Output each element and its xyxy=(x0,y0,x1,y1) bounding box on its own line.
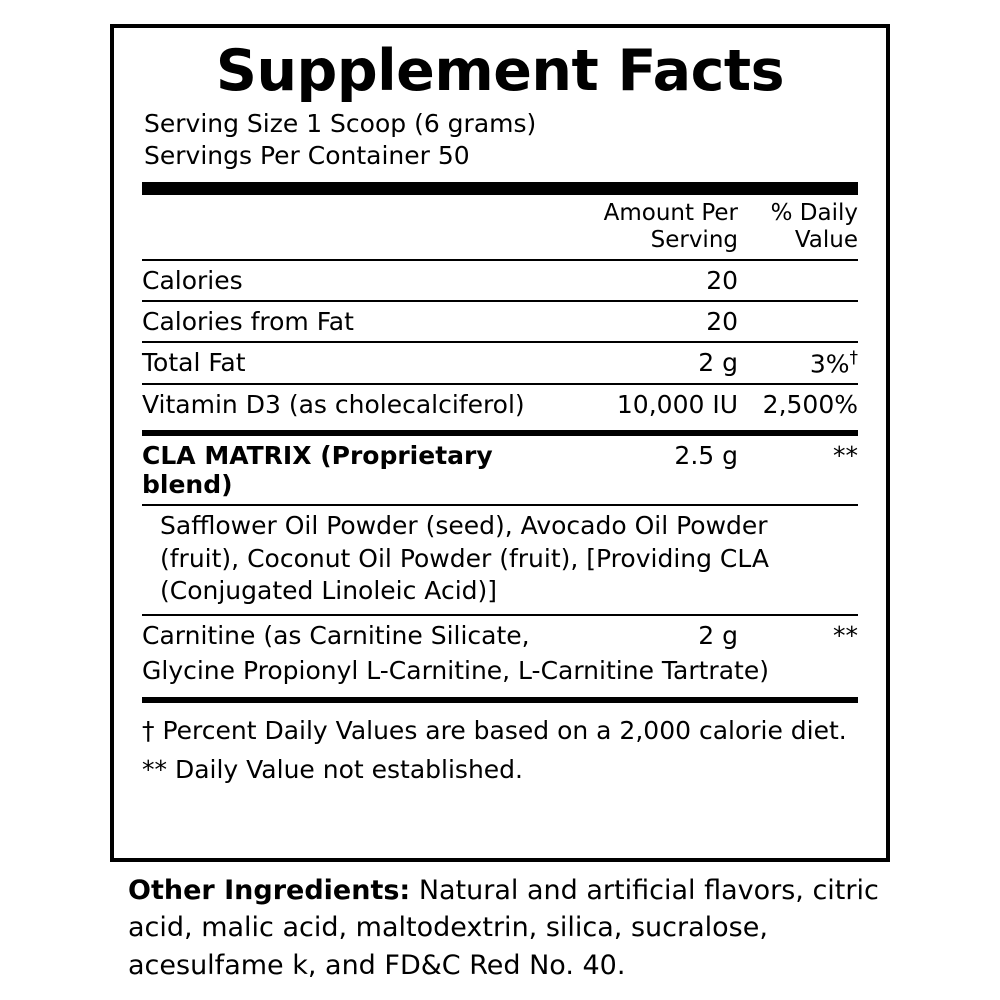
table-header-row xyxy=(142,195,858,260)
table-row-cla-matrix xyxy=(142,436,858,504)
table-row-calories-from-fat xyxy=(142,301,858,342)
footnote-dv-not-established: ** Daily Value not established. xyxy=(142,754,523,784)
carnitine-table xyxy=(142,616,858,655)
row-dv-calories-from-fat xyxy=(738,301,858,342)
page-title: Supplement Facts xyxy=(215,38,785,104)
supplement-facts-panel xyxy=(110,24,890,862)
row-name-calories-from-fat: Calories from Fat xyxy=(142,301,568,342)
carnitine-name-continued: Glycine Propionyl L-Carnitine, L-Carnitine Tartrate) xyxy=(142,655,769,685)
row-name-vitamin-d3: Vitamin D3 (as cholecalciferol) xyxy=(142,390,525,420)
nutrition-table xyxy=(142,195,858,425)
header-spacer xyxy=(142,195,568,260)
header-amount-line1: Amount Per xyxy=(603,199,738,226)
table-row-calories xyxy=(142,260,858,301)
row-amount-carnitine: 2 g xyxy=(698,620,738,650)
other-ingredients-label: Other Ingredients: xyxy=(128,875,411,906)
other-ingredients xyxy=(128,872,888,984)
row-name-carnitine: Carnitine (as Carnitine Silicate, xyxy=(142,620,530,650)
header-dv-line2: Value xyxy=(794,226,858,253)
row-name-cla-matrix: CLA MATRIX (Proprietary blend) xyxy=(142,441,493,500)
row-dv-vitamin-d3: 2,500% xyxy=(762,390,858,420)
header-dv-line1: % Daily xyxy=(770,199,858,226)
row-dv-cla-matrix: ** xyxy=(833,441,858,471)
blend-table xyxy=(142,436,858,504)
row-name-calories: Calories xyxy=(142,260,568,301)
row-dv-carnitine: ** xyxy=(833,620,858,650)
row-amount-vitamin-d3: 10,000 IU xyxy=(616,390,738,420)
table-row-total-fat xyxy=(142,342,858,384)
header-amount-line2: Serving xyxy=(650,226,738,253)
header-daily-value xyxy=(738,195,858,260)
row-dv-total-fat-mark: † xyxy=(849,348,858,369)
divider-thick-top xyxy=(142,182,858,195)
row-dv-total-fat-value: 3% xyxy=(809,349,850,379)
row-amount-cla-matrix: 2.5 g xyxy=(674,441,738,471)
other-ingredients-text: Natural and artificial flavors, citric acid, malic acid, maltodextrin, silica, sucralose, acesulfame k, and FD&C Red No. 40. xyxy=(128,875,879,981)
serving-size-line: Serving Size 1 Scoop (6 grams) xyxy=(144,108,537,138)
header-amount-per-serving xyxy=(568,195,738,260)
footnote-daily-values: † Percent Daily Values are based on a 2,000 calorie diet. xyxy=(142,716,847,746)
row-dv-calories xyxy=(738,260,858,301)
table-row-carnitine xyxy=(142,616,858,655)
row-amount-calories-from-fat: 20 xyxy=(568,301,738,342)
servings-per-container-line: Servings Per Container 50 xyxy=(144,140,470,170)
row-amount-total-fat: 2 g xyxy=(568,342,738,384)
cla-matrix-ingredients: Safflower Oil Powder (seed), Avocado Oil Powder (fruit), Coconut Oil Powder (fruit), [Providing CLA (Conjugated Linoleic Acid)] xyxy=(160,511,769,606)
table-row-vitamin-d3 xyxy=(142,384,858,424)
row-amount-calories: 20 xyxy=(568,260,738,301)
row-dv-total-fat xyxy=(738,342,858,384)
row-name-total-fat: Total Fat xyxy=(142,342,568,384)
